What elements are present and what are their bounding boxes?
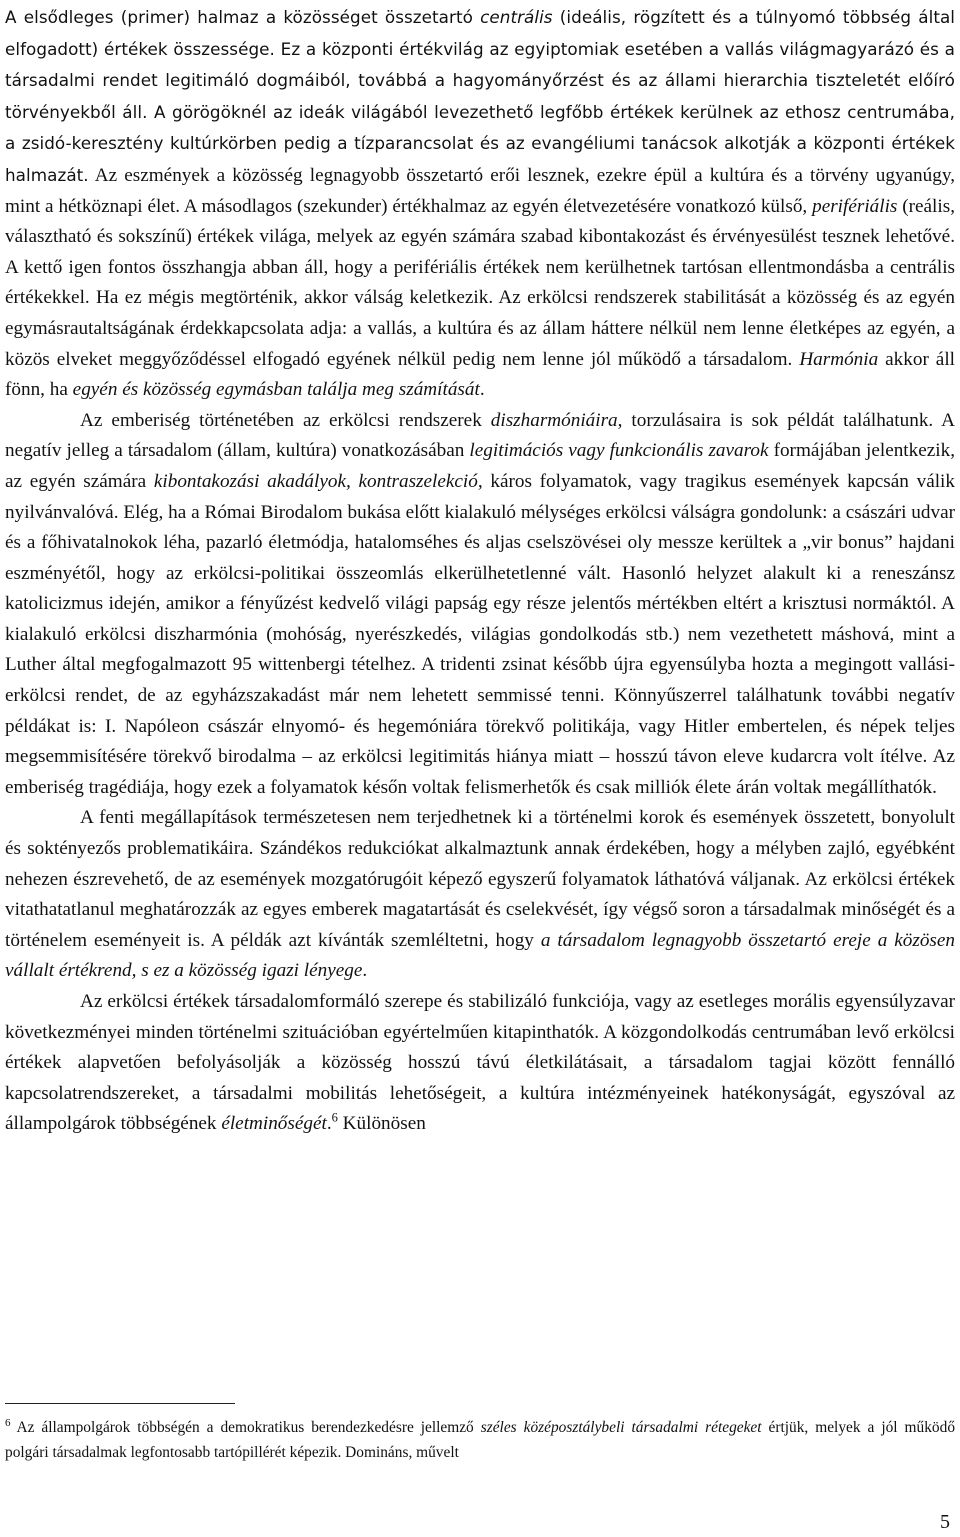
- text-run: formájában jelentkezik, az egyén számára: [5, 440, 955, 492]
- text-run: .: [362, 960, 368, 982]
- text-run: Az eszmények a közösség legnagyobb összetartó erői lesznek, ezekre épül a kultúra és a törvény ugyanúgy, mint a hétköznapi élet. A másodlagos (szekunder) értékhalmaz az egyén életvezetésére vonatkozó külső,: [5, 164, 955, 217]
- italic-text: a társadalom legnagyobb összetartó ereje a közösen vállalt értékrend, s ez a közösség igazi lényege: [5, 929, 956, 982]
- footnote-reference: 6: [331, 1110, 338, 1125]
- italic-text: széles középosztálybeli társadalmi rétegeket: [480, 1419, 762, 1436]
- footnote: [5, 1416, 955, 1465]
- text-run: , torzulásaira is sok példát találhatunk. A negatív jelleg a társadalom (állam, kultúra) vonatkozásában: [5, 409, 955, 462]
- text-run: (reális, választható és sokszínű) értékek világa, melyek az egyén számára szabad kibontakozást és érvényesülést tesznek lehetővé. A kettő igen fontos összhangja abban áll, hogy a perifériális értékek nem kerülhetnek tartósan ellentmondásba a centrális értékekkel. Ha ez mégis megtörténik, akkor válság keletkezik. Az erkölcsi rendszerek stabilitását a közösség és az egyén egymásrautaltságának érdekkapcsolata adja: a vallás, a kultúra és az állam háttere nélkül nem lenne életképes az egyén, a közös elveket meggyőződéssel elfogadó egyének nélkül pedig nem lenne jól működő a társadalom.: [5, 195, 955, 370]
- italic-text: legitimációs vagy funkcionális zavarok: [469, 440, 769, 462]
- footnote-paragraph: [5, 1416, 955, 1465]
- text-run: Az állampolgárok többségén a demokratikus berendezkedésre jellemző: [16, 1419, 481, 1436]
- italic-text: életminőségét: [221, 1113, 327, 1135]
- italic-text: perifériális: [812, 195, 898, 217]
- text-run: káros folyamatok, vagy tragikus események kapcsán válik nyilvánvalóvá. Elég, ha a Római Birodalom bukása előtt kialakuló mélységes erkölcsi válságra gondolunk: a császári udvar és a főhivatalnokok léha, pazarló életmódja, hatalomséhes és aljas cselszövései oly messze kerültek a „vir bonus” hajdani eszményétől, hogy az erkölcsi-politikai összeomlás elkerülhetetlenné vált. Hasonló helyzet alakult ki a reneszánsz katolicizmus idején, amikor a fényűzést kedvelő világi papság egy része jelentős mértékben eltért a krisztusi normáktól. A kialakuló erkölcsi diszharmónia (mohóság, nyerészkedés, világias gondolkodás stb.) nem vezethetett máshová, mint a Luther által megfogalmazott 95 wittenbergi tételhez. A tridenti zsinat később újra egyensúlyba hozta a megingott vallási-erkölcsi rendet, de az egyházszakadást már nem lehetett semmissé tenni. Könnyűszerrel találhatunk további negatív példákat is: I. Napóleon császár elnyomó- és hegemóniára törekvő politikája, vagy Hitler embertelen, és népek teljes megsemmisítésére törekvő birodalma – az erkölcsi legitimitás hiánya miatt – hosszú távon eleve kudarcra volt ítélve. Az emberiség tragédiája, hogy ezek a folyamatok későn voltak felismerhetők és csak milliók élete árán voltak megállíthatók.: [5, 470, 955, 798]
- text-run: (ideális, rögzített és a túlnyomó többség által elfogadott) értékek összessége. Ez a központi értékvilág az egyiptomiak esetében a vallás világmagyarázó és a társadalmi rendet legitimáló dogmáiból, továbbá a hagyományőrzést és az állami hierarchia tiszteletét előíró törvényekből áll. A görögöknél az ideák világából levezethető legfőbb értékek kerülnek az ethosz centrumába, a zsidó-keresztény kultúrkörben pedig a tízparancsolat és az evangéliumi tanácsok alkotják a központi értékek halmazát.: [5, 7, 955, 185]
- italic-text: egyén és közösség egymásban találja meg számítását: [72, 379, 480, 401]
- italic-text: diszharmóniáira: [490, 409, 618, 431]
- italic-text: centrális: [480, 7, 553, 27]
- paragraph: [5, 2, 955, 406]
- paragraph: [5, 406, 955, 804]
- text-run: .: [479, 379, 485, 401]
- footnote-marker: 6: [5, 1416, 11, 1429]
- paragraph: [5, 987, 955, 1140]
- italic-text: kibontakozási akadályok, kontraszelekció,: [153, 470, 483, 492]
- paragraph: [5, 803, 955, 987]
- italic-text: Harmónia: [799, 348, 879, 370]
- text-run: értjük, melyek a jól működő polgári társadalmak legfontosabb tartópillérét képezik. Domináns, művelt: [5, 1419, 956, 1461]
- text-run: Az emberiség történetében az erkölcsi rendszerek: [80, 409, 491, 431]
- text-run: akkor áll fönn, ha: [5, 348, 955, 401]
- footnote-separator: [5, 1403, 235, 1404]
- page-number: 5: [940, 1511, 950, 1533]
- text-run: A elsődleges (primer) halmaz a közösséget összetartó: [5, 7, 481, 27]
- text-run: .: [326, 1113, 332, 1135]
- text-run: A fenti megállapítások természetesen nem terjedhetnek ki a történelmi korok és események összetett, bonyolult és soktényezős problematikáira. Szándékos redukciókat alkalmaztunk annak érdekében, hogy a mélyben zajló, egyébként nehezen észrevehető, de az események mozgatórugóit képező egyszerű folyamatok láthatóvá váljanak. Az erkölcsi értékek vitathatatlanul meghatározzák az egyes emberek magatartását és cselekvését, így végső soron a társadalmak minőségét és a történelem eseményeit is. A példák azt kívánták szemléltetni, hogy: [5, 807, 955, 951]
- body-text: [5, 2, 955, 1140]
- text-run: Az erkölcsi értékek társadalomformáló szerepe és stabilizáló funkciója, vagy az esetleges morális egyensúlyzavar következményei minden történelmi szituációban egyértelműen kitapinthatók. A közgondolkodás centrumában levő erkölcsi értékek alapvetően befolyásolják a közösség hosszú távú életkilátásait, a társadalom tagjai között fennálló kapcsolatrendszereket, a társadalmi mobilitás lehetőségeit, a kultúra intézményeinek hatékonyságát, egyszóval az állampolgárok többségének: [5, 991, 955, 1135]
- text-run: Különösen: [337, 1113, 426, 1135]
